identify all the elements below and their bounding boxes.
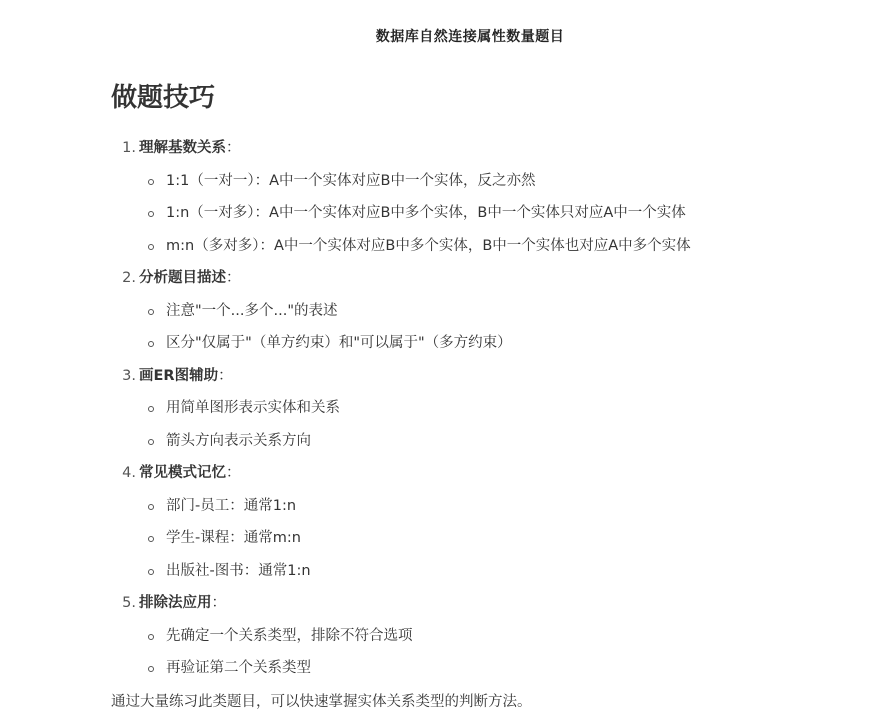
sub-list xyxy=(139,620,851,685)
window-title: 数据库自然连接属性数量题目 xyxy=(375,29,565,45)
tip-item-draw-er-diagram xyxy=(122,360,851,458)
tip-heading: 画ER图辅助 xyxy=(139,367,219,384)
tip-item-memorize-patterns xyxy=(122,457,851,587)
tip-colon: ： xyxy=(226,270,241,286)
tip-item-elimination xyxy=(122,587,851,685)
sub-list-item: 再验证第二个关系类型 xyxy=(166,652,851,685)
tip-item-understand-cardinality xyxy=(122,132,851,262)
sub-list-item: 1:n（一对多）：A中一个实体对应B中多个实体，B中一个实体只对应A中一个实体 xyxy=(166,197,851,230)
sub-list xyxy=(139,165,851,263)
list-number: 1. xyxy=(122,140,136,156)
tip-heading: 理解基数关系 xyxy=(139,140,226,156)
conclusion-paragraph: 通过大量练习此类题目，可以快速掌握实体关系类型的判断方法。 xyxy=(111,693,532,710)
sub-list-item: 学生-课程：通常m:n xyxy=(166,522,851,555)
sub-list-item: 用简单图形表示实体和关系 xyxy=(166,392,851,425)
list-number: 4. xyxy=(122,465,136,481)
tip-item-analyze-description xyxy=(122,262,851,360)
tip-colon: ： xyxy=(218,367,233,384)
sub-list-item: 先确定一个关系类型，排除不符合选项 xyxy=(166,620,851,653)
sub-list-item: m:n（多对多）：A中一个实体对应B中多个实体，B中一个实体也对应A中多个实体 xyxy=(166,230,851,263)
list-number: 3. xyxy=(122,367,136,384)
sub-list xyxy=(139,392,851,457)
tip-colon: ： xyxy=(226,140,241,156)
sub-list-item: 区分"仅属于"（单方约束）和"可以属于"（多方约束） xyxy=(166,327,851,360)
sub-list xyxy=(139,295,851,360)
tip-colon: ： xyxy=(211,595,226,611)
tip-heading: 常见模式记忆 xyxy=(139,465,226,481)
document-body xyxy=(111,78,851,715)
tips-list xyxy=(111,132,851,685)
tip-heading: 排除法应用 xyxy=(139,595,212,611)
sub-list-item: 箭头方向表示关系方向 xyxy=(166,425,851,458)
tip-colon: ： xyxy=(226,465,241,481)
sub-list-item: 注意"一个...多个..."的表述 xyxy=(166,295,851,328)
section-heading: 做题技巧 xyxy=(111,83,216,113)
sub-list-item: 1:1（一对一）：A中一个实体对应B中一个实体，反之亦然 xyxy=(166,165,851,198)
sub-list-item: 出版社-图书：通常1:n xyxy=(166,555,851,588)
tip-heading: 分析题目描述 xyxy=(139,270,226,286)
sub-list xyxy=(139,490,851,588)
list-number: 2. xyxy=(122,270,136,286)
list-number: 5. xyxy=(122,595,136,611)
sub-list-item: 部门-员工：通常1:n xyxy=(166,490,851,523)
